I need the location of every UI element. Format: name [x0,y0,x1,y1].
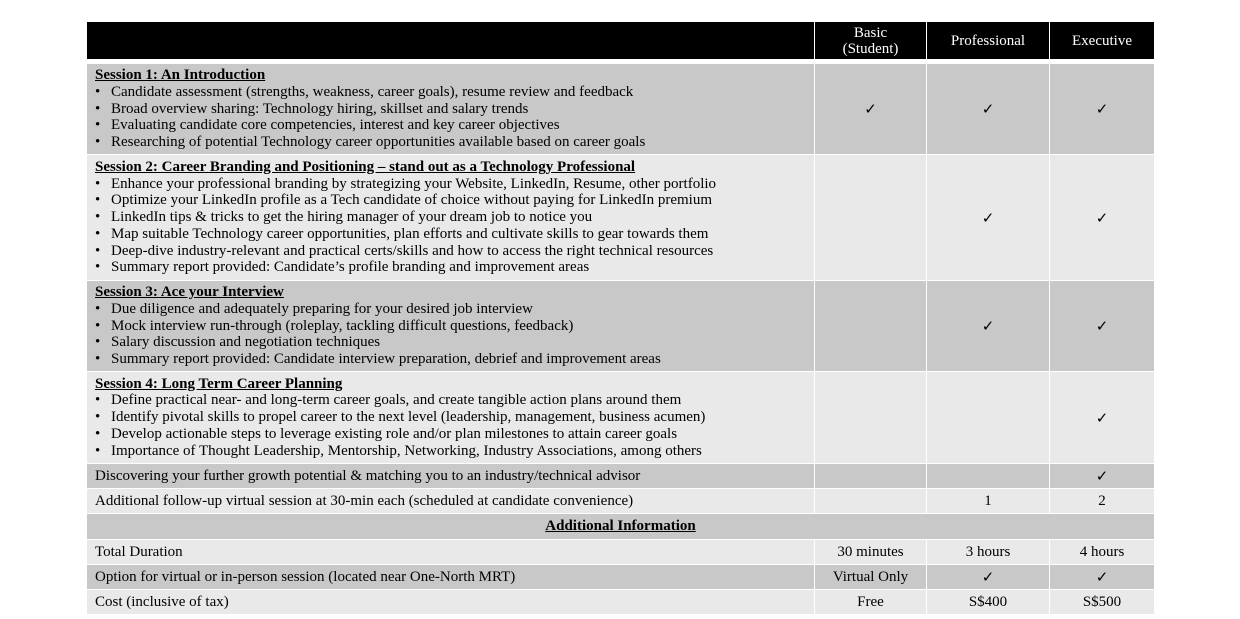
list-item: • Identify pivotal skills to propel career to the next level (leadership, management, business acumen) [95,409,806,426]
list-item: • Researching of potential Technology career opportunities available based on career goals [95,134,806,151]
session-2-title: Session 2: Career Branding and Positioning – stand out as a Technology Professional [95,158,636,175]
session-option-label: Option for virtual or in-person session (located near One-North MRT) [87,565,815,590]
session-2-exec-check: ✓ [1050,155,1155,281]
session-4-title: Session 4: Long Term Career Planning [95,375,343,392]
cost-pro: S$400 [927,590,1050,615]
advisor-matching-pro [927,464,1050,489]
header-basic [815,22,927,60]
list-item: • Candidate assessment (strengths, weakness, career goals), resume review and feedback [95,84,806,101]
session-2-basic-check [815,155,927,281]
additional-info-heading: Additional Information [87,514,1155,540]
additional-info-heading-row [87,514,1155,540]
total-duration-label: Total Duration [87,540,815,565]
session-2-pro-check: ✓ [927,155,1050,281]
session-option-pro: ✓ [927,565,1050,590]
follow-up-session-label: Additional follow-up virtual session at 30-min each (scheduled at candidate convenience) [87,489,815,514]
list-item: • Define practical near- and long-term career goals, and create tangible action plans around them [95,392,806,409]
session-1-exec-check: ✓ [1050,64,1155,155]
header-executive: Executive [1050,22,1155,60]
session-2-list [95,176,806,277]
list-item: • Summary report provided: Candidate’s profile branding and improvement areas [95,259,806,276]
advisor-matching-row [87,464,1155,489]
session-3-exec-check: ✓ [1050,281,1155,372]
list-item: • LinkedIn tips & tricks to get the hiring manager of your dream job to notice you [95,209,806,226]
session-3-pro-check: ✓ [927,281,1050,372]
session-option-basic: Virtual Only [815,565,927,590]
session-1-row [87,64,1155,155]
session-1-title: Session 1: An Introduction [95,67,266,83]
total-duration-basic: 30 minutes [815,540,927,565]
session-3-list [95,301,806,368]
session-1-pro-check: ✓ [927,64,1050,155]
session-1-description [87,64,815,155]
total-duration-pro: 3 hours [927,540,1050,565]
list-item: • Develop actionable steps to leverage existing role and/or plan milestones to attain career goals [95,426,806,443]
list-item: • Due diligence and adequately preparing for your desired job interview [95,301,806,318]
follow-up-session-basic [815,489,927,514]
session-4-pro-check [927,372,1050,464]
session-4-description [87,372,815,464]
list-item: • Optimize your LinkedIn profile as a Tech candidate of choice without paying for LinkedIn premium [95,192,806,209]
total-duration-exec: 4 hours [1050,540,1155,565]
list-item: • Deep-dive industry-relevant and practical certs/skills and how to access the right technical resources [95,243,806,260]
advisor-matching-basic [815,464,927,489]
session-3-title: Session 3: Ace your Interview [95,284,284,300]
header-row [87,22,1155,60]
header-basic-line1: Basic [853,24,888,41]
advisor-matching-exec: ✓ [1050,464,1155,489]
list-item: • Salary discussion and negotiation techniques [95,334,806,351]
session-option-exec: ✓ [1050,565,1155,590]
header-basic-line2: (Student) [842,40,899,57]
list-item: • Importance of Thought Leadership, Mentorship, Networking, Industry Associations, among others [95,443,806,460]
session-3-row [87,281,1155,372]
cost-exec: S$500 [1050,590,1155,615]
session-4-exec-check: ✓ [1050,372,1155,464]
session-option-row [87,565,1155,590]
cost-row [87,590,1155,615]
follow-up-session-exec: 2 [1050,489,1155,514]
header-professional: Professional [927,22,1050,60]
follow-up-session-pro: 1 [927,489,1050,514]
list-item: • Enhance your professional branding by strategizing your Website, LinkedIn, Resume, other portfolio [95,176,806,193]
session-3-basic-check [815,281,927,372]
list-item: • Broad overview sharing: Technology hiring, skillset and salary trends [95,101,806,118]
cost-basic: Free [815,590,927,615]
session-4-list [95,392,806,459]
session-4-row [87,372,1155,464]
session-2-row [87,155,1155,281]
session-1-list [95,84,806,151]
advisor-matching-label: Discovering your further growth potential & matching you to an industry/technical advisor [87,464,815,489]
follow-up-session-row [87,489,1155,514]
list-item: • Summary report provided: Candidate interview preparation, debrief and improvement areas [95,351,806,368]
total-duration-row [87,540,1155,565]
session-1-basic-check: ✓ [815,64,927,155]
session-4-basic-check [815,372,927,464]
pricing-comparison-table-wrapper [86,21,1154,615]
session-3-description [87,281,815,372]
list-item: • Mock interview run-through (roleplay, tackling difficult questions, feedback) [95,318,806,335]
session-2-description [87,155,815,281]
list-item: • Map suitable Technology career opportunities, plan efforts and cultivate skills to gear towards them [95,226,806,243]
header-blank-cell [87,22,815,60]
pricing-comparison-table [86,21,1155,615]
list-item: • Evaluating candidate core competencies, interest and key career objectives [95,117,806,134]
cost-label: Cost (inclusive of tax) [87,590,815,615]
